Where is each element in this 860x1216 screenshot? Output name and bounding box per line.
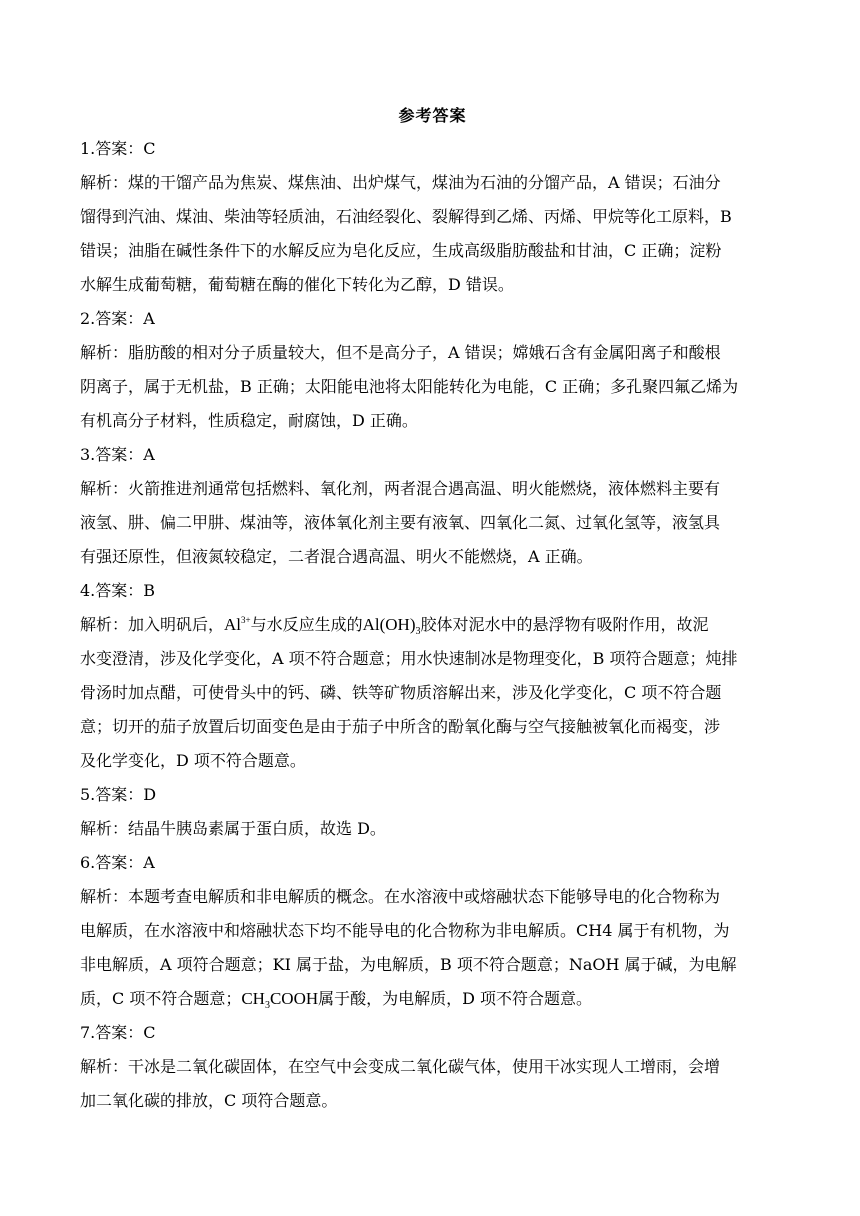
formula-subscript: 3 <box>264 1000 270 1011</box>
explanation-line: 意；切开的茄子放置后切面变色是由于茄子中所含的酚氧化酶与空气接触被氧化而褐变，涉 <box>80 717 721 736</box>
answer-label-5: 5.答案：D <box>80 785 157 804</box>
answer-label-1: 1.答案：C <box>80 139 156 158</box>
explanation-line: 有强还原性，但液氮较稳定，二者混合遇高温、明火不能燃烧，A 正确。 <box>80 547 593 566</box>
explanation-line: 非电解质，A 项符合题意；KI 属于盐，为电解质，B 项不符合题意；NaOH 属于碱，为电解 <box>80 955 737 974</box>
explanation-line: 解析：脂肪酸的相对分子质量较大，但不是高分子，A 错误；嫦娥石含有金属阳离子和酸根 <box>80 343 721 362</box>
explanation-line: 水解生成葡萄糖，葡萄糖在酶的催化下转化为乙醇，D 错误。 <box>80 275 514 294</box>
explanation-line: 加二氧化碳的排放，C 项符合题意。 <box>80 1091 338 1110</box>
explanation-line: 错误；油脂在碱性条件下的水解反应为皂化反应，生成高级脂肪酸盐和甘油，C 正确；淀粉 <box>80 241 722 260</box>
answer-label-4: 4.答案：B <box>80 581 156 600</box>
aluminum-ion-formula <box>224 615 251 634</box>
answer-item-6 <box>80 846 785 1016</box>
acetic-acid-formula <box>241 989 319 1011</box>
answer-label-6: 6.答案：A <box>80 853 155 872</box>
answer-label-2: 2.答案：A <box>80 309 155 328</box>
page-title: 参考答案 <box>398 106 467 125</box>
formula-symbol: COOH <box>269 989 319 1008</box>
answer-label-7: 7.答案：C <box>80 1023 156 1042</box>
answer-item-7 <box>80 1016 785 1118</box>
text-segment: 与水反应生成的 <box>250 615 363 634</box>
answer-item-4 <box>80 574 785 778</box>
formula-symbol: Al(OH) <box>362 615 416 634</box>
text-segment: 质，C 项不符合题意； <box>80 989 242 1008</box>
explanation-line: 液氢、肼、偏二甲肼、煤油等，液体氧化剂主要有液氧、四氧化二氮、过氧化氢等，液氢具 <box>80 513 721 532</box>
explanation-line: 解析：火箭推进剂通常包括燃料、氧化剂，两者混合遇高温、明火能燃烧，液体燃料主要有 <box>80 479 721 498</box>
text-segment: 属于酸，为电解质，D 项不符合题意。 <box>318 989 593 1008</box>
answer-item-2 <box>80 302 785 438</box>
explanation-line: 解析：干冰是二氧化碳固体，在空气中会变成二氧化碳气体，使用干冰实现人工增雨，会增 <box>80 1057 721 1076</box>
explanation-line: 阴离子，属于无机盐，B 正确；太阳能电池将太阳能转化为电能，C 正确；多孔聚四氟乙烯为 <box>80 377 739 396</box>
explanation-line: 解析：结晶牛胰岛素属于蛋白质，故选 D。 <box>80 819 386 838</box>
explanation-line-with-formula <box>80 608 785 642</box>
formula-subscript: 3 <box>415 626 421 637</box>
formula-symbol: CH <box>241 989 265 1008</box>
answer-item-5 <box>80 778 785 846</box>
text-segment: 解析：加入明矾后， <box>80 615 225 634</box>
explanation-line: 解析：本题考查电解质和非电解质的概念。在水溶液中或熔融状态下能够导电的化合物称为 <box>80 887 721 906</box>
explanation-line-with-formula <box>80 982 785 1016</box>
formula-symbol: Al <box>224 615 242 634</box>
explanation-line: 有机高分子材料，性质稳定，耐腐蚀，D 正确。 <box>80 411 418 430</box>
explanation-line: 馏得到汽油、煤油、柴油等轻质油，石油经裂化、裂解得到乙烯、丙烯、甲烷等化工原料，B <box>80 207 732 226</box>
answer-key-page <box>80 100 785 1118</box>
ion-charge: 3+ <box>241 615 251 625</box>
answer-item-3 <box>80 438 785 574</box>
aluminum-hydroxide-formula <box>362 615 421 637</box>
explanation-line: 电解质，在水溶液中和熔融状态下均不能导电的化合物称为非电解质。CH4 属于有机物，为 <box>80 921 730 940</box>
text-segment: 胶体对泥水中的悬浮物有吸附作用，故泥 <box>420 615 709 634</box>
answer-item-1 <box>80 132 785 302</box>
explanation-line: 及化学变化，D 项不符合题意。 <box>80 751 306 770</box>
explanation-line: 解析：煤的干馏产品为焦炭、煤焦油、出炉煤气，煤油为石油的分馏产品，A 错误；石油分 <box>80 173 721 192</box>
explanation-line: 水变澄清，涉及化学变化，A 项不符合题意；用水快速制冰是物理变化，B 项符合题意；炖排 <box>80 649 738 668</box>
explanation-line: 骨汤时加点醋，可使骨头中的钙、磷、铁等矿物质溶解出来，涉及化学变化，C 项不符合题 <box>80 683 722 702</box>
answer-label-3: 3.答案：A <box>80 445 155 464</box>
